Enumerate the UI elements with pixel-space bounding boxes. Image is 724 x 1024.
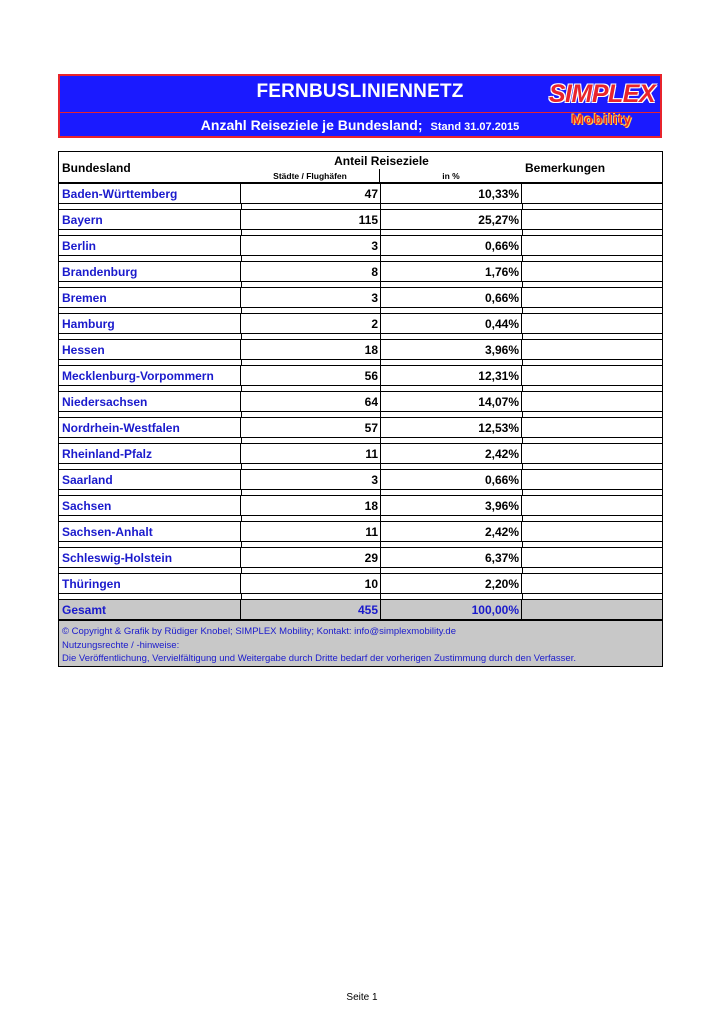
bundesland-cell: Bayern bbox=[58, 209, 241, 230]
staedte-count-cell: 56 bbox=[241, 365, 380, 386]
prozent-cell: 12,31% bbox=[380, 365, 522, 386]
table-row bbox=[58, 417, 663, 438]
staedte-count-cell: 18 bbox=[241, 339, 380, 360]
staedte-count-cell: 8 bbox=[241, 261, 380, 282]
staedte-count-cell: 3 bbox=[241, 287, 380, 308]
staedte-count-cell: 3 bbox=[241, 235, 380, 256]
prozent-cell: 10,33% bbox=[380, 183, 522, 204]
bemerkungen-cell bbox=[522, 495, 663, 516]
staedte-count-cell: 3 bbox=[241, 469, 380, 490]
prozent-cell: 2,42% bbox=[380, 521, 522, 542]
header-cell-anteil bbox=[240, 151, 523, 183]
bundesland-cell: Niedersachsen bbox=[58, 391, 241, 412]
prozent-cell: 12,53% bbox=[380, 417, 522, 438]
bemerkungen-cell bbox=[522, 183, 663, 204]
prozent-cell: 1,76% bbox=[380, 261, 522, 282]
prozent-cell: 3,96% bbox=[380, 339, 522, 360]
prozent-cell: 2,20% bbox=[380, 573, 522, 594]
copyright-footer bbox=[58, 620, 663, 667]
bundesland-cell: Berlin bbox=[58, 235, 241, 256]
bundesland-cell: Sachsen-Anhalt bbox=[58, 521, 241, 542]
bemerkungen-cell bbox=[522, 521, 663, 542]
table-row bbox=[58, 365, 663, 386]
bemerkungen-cell bbox=[522, 547, 663, 568]
table-row bbox=[58, 183, 663, 204]
bemerkungen-cell bbox=[522, 469, 663, 490]
bundesland-cell: Hamburg bbox=[58, 313, 241, 334]
bundesland-cell: Brandenburg bbox=[58, 261, 241, 282]
table-row bbox=[58, 469, 663, 490]
table-row bbox=[58, 391, 663, 412]
staedte-count-cell: 18 bbox=[241, 495, 380, 516]
table-row bbox=[58, 573, 663, 594]
bundesland-cell: Hessen bbox=[58, 339, 241, 360]
staedte-count-cell: 64 bbox=[241, 391, 380, 412]
bundesland-cell: Saarland bbox=[58, 469, 241, 490]
header-bemerkungen-label: Bemerkungen bbox=[525, 161, 606, 175]
stand-date: Stand 31.07.2015 bbox=[430, 121, 520, 133]
bemerkungen-cell bbox=[522, 417, 663, 438]
bundesland-cell: Schleswig-Holstein bbox=[58, 547, 241, 568]
title-banner bbox=[58, 74, 662, 138]
staedte-count-cell: 455 bbox=[241, 599, 380, 620]
bemerkungen-cell bbox=[522, 443, 663, 464]
footer-line1: © Copyright & Grafik by Rüdiger Knobel; SIMPLEX Mobility; Kontakt: info@simplexmobility.de bbox=[62, 626, 456, 637]
header-staedte-label: Städte / Flughäfen bbox=[273, 171, 347, 181]
footer-line3: Die Veröffentlichung, Vervielfältigung und Weitergabe durch Dritte bedarf der vorherigen Zustimmung durch den Verfasser. bbox=[62, 653, 576, 664]
bemerkungen-cell bbox=[522, 391, 663, 412]
logo-main-text: SIMPLEX bbox=[548, 80, 656, 108]
header-anteil-label: Anteil Reiseziele bbox=[334, 154, 429, 168]
simplex-logo bbox=[546, 78, 658, 134]
prozent-cell: 100,00% bbox=[380, 599, 522, 620]
bemerkungen-cell bbox=[522, 599, 663, 620]
total-row bbox=[58, 599, 663, 620]
bemerkungen-cell bbox=[522, 235, 663, 256]
bemerkungen-cell bbox=[522, 573, 663, 594]
footer-line2: Nutzungsrechte / -hinweise: bbox=[62, 639, 180, 651]
bemerkungen-cell bbox=[522, 339, 663, 360]
logo-sub-text: Mobility bbox=[571, 111, 633, 127]
staedte-count-cell: 2 bbox=[241, 313, 380, 334]
table-row bbox=[58, 235, 663, 256]
table-row bbox=[58, 313, 663, 334]
staedte-count-cell: 11 bbox=[241, 521, 380, 542]
header-subdivider bbox=[379, 169, 380, 184]
bemerkungen-cell bbox=[522, 287, 663, 308]
header-prozent-label: in % bbox=[442, 171, 460, 181]
staedte-count-cell: 57 bbox=[241, 417, 380, 438]
prozent-cell: 25,27% bbox=[380, 209, 522, 230]
bundesland-cell: Rheinland-Pfalz bbox=[58, 443, 241, 464]
bemerkungen-cell bbox=[522, 313, 663, 334]
prozent-cell: 0,66% bbox=[380, 235, 522, 256]
table-row bbox=[58, 495, 663, 516]
staedte-count-cell: 11 bbox=[241, 443, 380, 464]
bundesland-cell: Mecklenburg-Vorpommern bbox=[58, 365, 241, 386]
bundesland-cell: Gesamt bbox=[58, 599, 241, 620]
table-row bbox=[58, 443, 663, 464]
bemerkungen-cell bbox=[522, 365, 663, 386]
subtitle-text: Anzahl Reiseziele je Bundesland; bbox=[200, 117, 423, 133]
table-row bbox=[58, 339, 663, 360]
prozent-cell: 0,44% bbox=[380, 313, 522, 334]
table-row bbox=[58, 261, 663, 282]
bundesland-cell: Nordrhein-Westfalen bbox=[58, 417, 241, 438]
prozent-cell: 6,37% bbox=[380, 547, 522, 568]
prozent-cell: 2,42% bbox=[380, 443, 522, 464]
staedte-count-cell: 10 bbox=[241, 573, 380, 594]
bemerkungen-cell bbox=[522, 261, 663, 282]
header-cell-bundesland bbox=[58, 151, 241, 183]
prozent-cell: 0,66% bbox=[380, 469, 522, 490]
page-number: Seite 1 bbox=[346, 992, 378, 1003]
table-row bbox=[58, 287, 663, 308]
header-bundesland-label: Bundesland bbox=[62, 161, 131, 175]
prozent-cell: 0,66% bbox=[380, 287, 522, 308]
bemerkungen-cell bbox=[522, 209, 663, 230]
bundesland-cell: Sachsen bbox=[58, 495, 241, 516]
bundesland-cell: Bremen bbox=[58, 287, 241, 308]
prozent-cell: 14,07% bbox=[380, 391, 522, 412]
bundesland-cell: Thüringen bbox=[58, 573, 241, 594]
staedte-count-cell: 47 bbox=[241, 183, 380, 204]
table-row bbox=[58, 521, 663, 542]
bundesland-cell: Baden-Württemberg bbox=[58, 183, 241, 204]
page-title: FERNBUSLINIENNETZ bbox=[256, 81, 464, 102]
staedte-count-cell: 115 bbox=[241, 209, 380, 230]
header-cell-bemerkungen bbox=[522, 151, 663, 183]
prozent-cell: 3,96% bbox=[380, 495, 522, 516]
table-row bbox=[58, 209, 663, 230]
table-row bbox=[58, 547, 663, 568]
staedte-count-cell: 29 bbox=[241, 547, 380, 568]
